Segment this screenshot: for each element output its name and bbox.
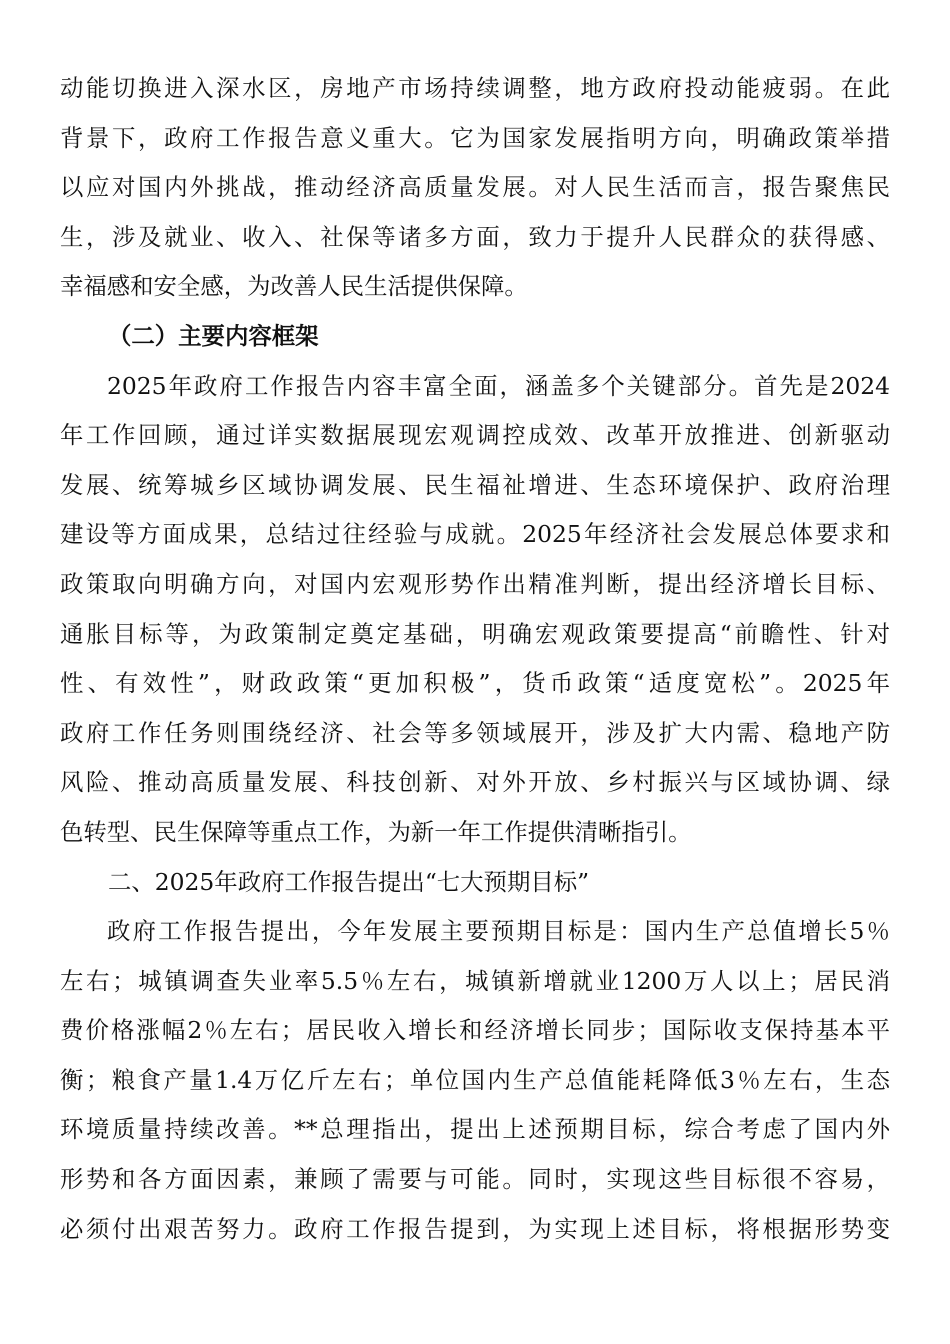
text-line: 通胀目标等，为政策制定奠定基础，明确宏观政策要提高“前瞻性、针对 xyxy=(60,619,890,648)
text-line: 发展、统筹城乡区域协调发展、民生福祉增进、生态环境保护、政府治理 xyxy=(60,470,890,499)
text-line: 环境质量持续改善。**总理指出，提出上述预期目标，综合考虑了国内外 xyxy=(60,1115,890,1144)
text-line: 政府工作报告提出，今年发展主要预期目标是：国内生产总值增长5％ xyxy=(107,917,890,946)
text-line: 背景下，政府工作报告意义重大。它为国家发展指明方向，明确政策举措 xyxy=(60,123,890,152)
text-line: 费价格涨幅2％左右；居民收入增长和经济增长同步；国际收支保持基本平 xyxy=(60,1016,890,1045)
paragraph-framework xyxy=(60,362,890,858)
text-line: 动能切换进入深水区，房地产市场持续调整，地方政府投动能疲弱。在此 xyxy=(60,74,890,102)
text-line: 政策取向明确方向，对国内宏观形势作出精准判断，提出经济增长目标、 xyxy=(60,569,890,598)
text-line: 政府工作任务则围绕经济、社会等多领域展开，涉及扩大内需、稳地产防 xyxy=(60,718,890,747)
text-line: 性、有效性”，财政政策“更加积极”，货币政策“适度宽松”。2025年 xyxy=(60,669,890,698)
text-line: 色转型、民生保障等重点工作，为新一年工作提供清晰指引。 xyxy=(60,817,692,846)
text-line: 2025年政府工作报告内容丰富全面，涵盖多个关键部分。首先是2024 xyxy=(107,371,890,400)
paragraph-context xyxy=(60,64,890,312)
text-line: 左右；城镇调查失业率5.5％左右，城镇新增就业1200万人以上；居民消 xyxy=(60,966,890,995)
text-line: 建设等方面成果，总结过往经验与成就。2025年经济社会发展总体要求和 xyxy=(60,520,890,549)
paragraph-goals xyxy=(60,907,890,1254)
text-line: 必须付出艰苦努力。政府工作报告提到，为实现上述目标，将根据形势变 xyxy=(60,1214,890,1243)
text-line: 幸福感和安全感，为改善人民生活提供保障。 xyxy=(60,272,528,301)
section-heading-framework: （二）主要内容框架 xyxy=(108,321,319,350)
text-line: 以应对国内外挑战，推动经济高质量发展。对人民生活而言，报告聚焦民 xyxy=(60,173,890,202)
section-heading-goals: 二、2025年政府工作报告提出“七大预期目标” xyxy=(108,867,590,896)
text-line: 生，涉及就业、收入、社保等诸多方面，致力于提升人民群众的获得感、 xyxy=(60,222,890,251)
text-line: 风险、推动高质量发展、科技创新、对外开放、乡村振兴与区域协调、绿 xyxy=(60,768,890,797)
text-line: 形势和各方面因素，兼顾了需要与可能。同时，实现这些目标很不容易， xyxy=(60,1165,890,1194)
text-line: 衡；粮食产量1.4万亿斤左右；单位国内生产总值能耗降低3％左右，生态 xyxy=(60,1065,890,1094)
document-page xyxy=(60,64,890,1254)
text-line: 年工作回顾，通过详实数据展现宏观调控成效、改革开放推进、创新驱动 xyxy=(60,421,890,450)
